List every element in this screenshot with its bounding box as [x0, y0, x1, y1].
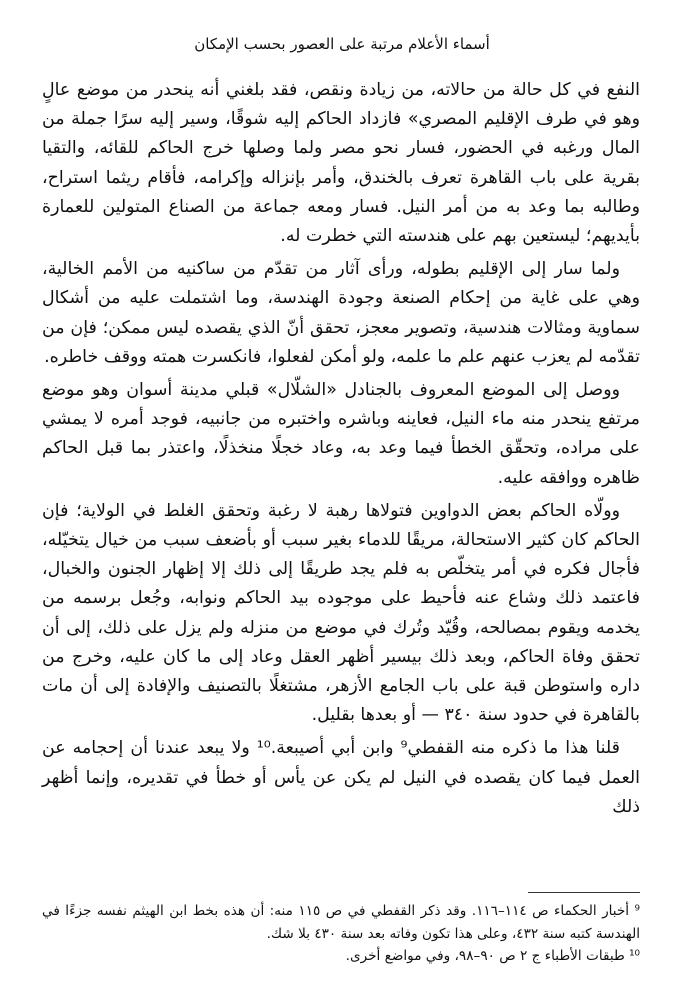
footnote-10: ¹⁰ طبقات الأطباء ج ٢ ص ٩٠–٩٨، وفي مواضع أخرى.	[345, 948, 640, 964]
paragraph-1: النفع في كل حالة من حالاته، من زيادة ونقص، فقد بلغني أنه ينحدر من موضع عالٍ وهو في طرف الإقليم المصري» فازداد الحاكم إليه شوقًا، وسير إليه سرًا جملة من المال ورغبه في الحضور، فسار نحو مصر ولما وصلها خرج الحاكم للقائه، والتقيا بقرية على باب القاهرة تعرف بالخندق، وأمر بإنزاله وإكرامه، فأقام ريثما استراح، وطالبه بما وعد به من أمر النيل. فسار ومعه جماعة من الصناع المتولين للعمارة بأيديهم؛ ليستعين بهم على هندسته التي خطرت له.	[42, 80, 640, 247]
main-text	[42, 76, 640, 822]
running-header: أسماء الأعلام مرتبة على العصور بحسب الإمكان	[194, 35, 490, 53]
footnote-9: ⁹ أخبار الحكماء ص ١١٤–١١٦. وقد ذكر القفطي في ص ١١٥ منه: أن هذه بخط ابن الهيثم نفسه جزءًا في الهندسة كتبه سنة ٤٣٢، وعلى هذا تكون وفاته بعد سنة ٤٣٠ بلا شك.	[42, 903, 640, 942]
footnotes	[42, 900, 640, 968]
paragraph-4: وولّاه الحاكم بعض الدواوين فتولاها رهبة لا رغبة وتحقق الغلط في الولاية؛ فإن الحاكم كان كثير الاستحالة، مريقًا للدماء بغير سبب أو بأضعف سبب من خيال يتخيّله، فأجال فكره في أمر يتخلّص به فلم يجد طريقًا إلى ذلك إلا إظهار الجنون والخبال، فاعتمد ذلك وشاع عنه فأحيط على موجوده بيد الحاكم ونوابه، وجُعل برسمه من يخدمه ويقوم بمصالحه، وقُيّد وتُرك في موضع من منزله ولم يزل على ذلك، إلى أن تحقق وفاة الحاكم، وبعد ذلك بيسير أظهر العقل وعاد إلى ما كان عليه، وخرج من داره واستوطن قبة على باب الجامع الأزهر، مشتغلًا بالتصنيف والإفادة إلى أن مات بالقاهرة في حدود سنة ٣٤٠ — أو بعدها بقليل.	[42, 500, 640, 726]
paragraph-3: ووصل إلى الموضع المعروف بالجنادل «الشلّال» قبلي مدينة أسوان وهو موضع مرتفع ينحدر منه ماء النيل، فعاينه وباشره واختبره من جانبيه، فوجد أمره لا يمشي على مراده، وتحقّق الخطأ فيما وعد به، وعاد خجلًا منخذلًا، واعتذر بما قبل الحاكم ظاهره ووافقه عليه.	[42, 380, 640, 488]
paragraph-5: قلنا هذا ما ذكره منه القفطي⁹ وابن أبي أصيبعة.¹⁰ ولا يبعد عندنا أن إحجامه عن العمل فيما كان يقصده في النيل لم يكن عن يأس أو خطأ في تقديره، وإنما أظهر ذلك	[42, 738, 640, 817]
paragraph-2: ولما سار إلى الإقليم بطوله، ورأى آثار من تقدّم من ساكنيه من الأمم الخالية، وهي على غاية من إحكام الصنعة وجودة الهندسة، وما اشتملت عليه من أشكال سماوية ومثالات هندسية، وتصوير معجز، تحقق أنّ الذي يقصده ليس ممكن؛ فإن من تقدّمه لم يعزب عنهم علم ما علمه، ولو أمكن لفعلوا، فانكسرت همته ووقف خاطره.	[42, 259, 640, 367]
footnote-divider	[528, 892, 640, 893]
